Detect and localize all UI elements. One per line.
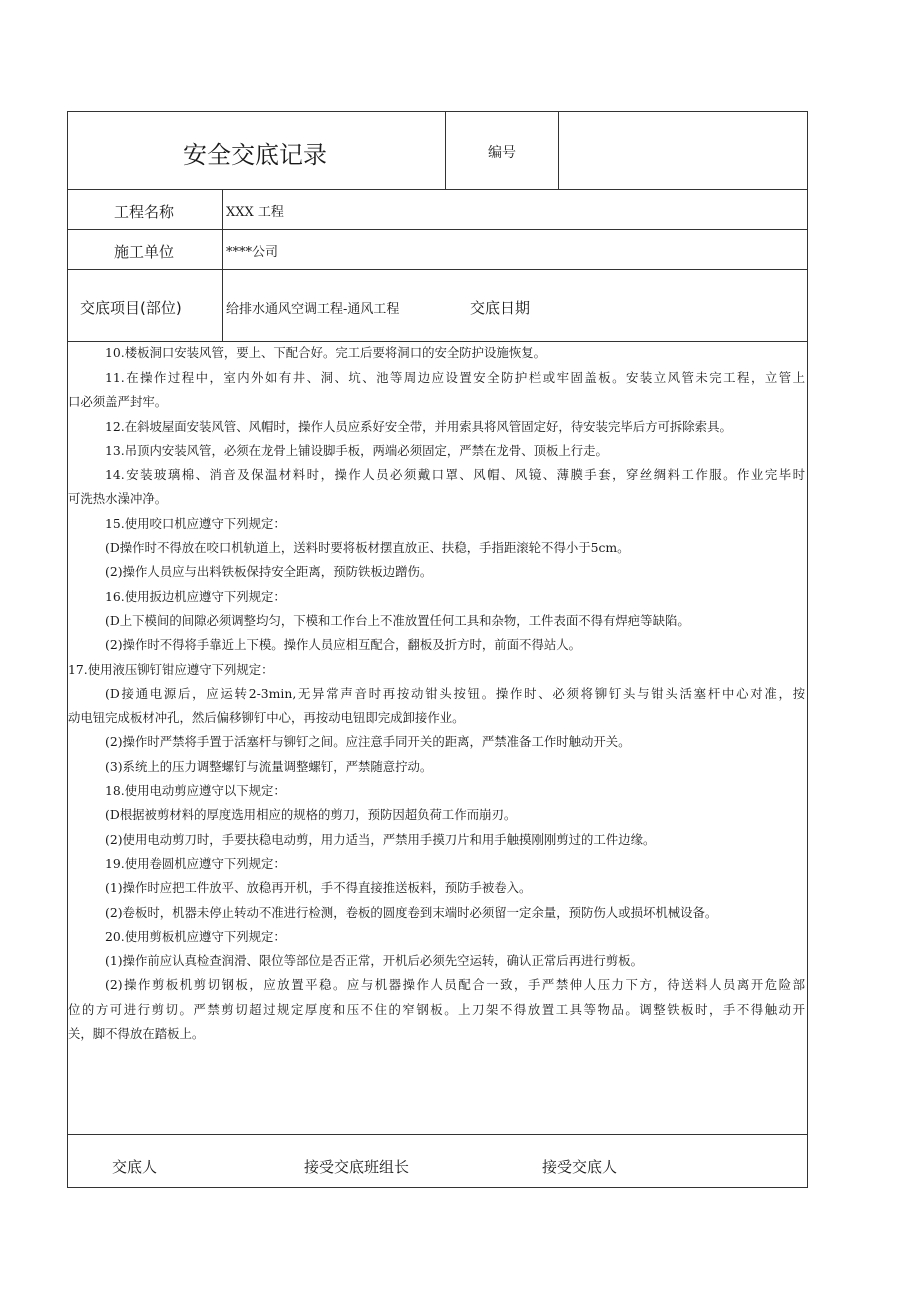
project-name-row [68,189,807,230]
content-line: (2)操作时不得将手靠近上下模。操作人员应相互配合，翻板及折方时，前面不得站人。 [105,637,582,652]
discloser-label: 交底人 [112,1158,158,1176]
content-line: 14.安装玻璃棉、消音及保温材料时，操作人员必须戴口罩、风帽、风镜、薄膜手套，穿丝绸料工作服。作业完毕时 [105,467,805,482]
content-line: (3)系统上的压力调整螺钉与流量调整螺钉，严禁随意拧动。 [105,759,433,774]
content-line: 10.楼板洞口安装风管，要上、下配合好。完工后要将洞口的安全防护设施恢复。 [105,345,546,360]
content-line: 19.使用卷圆机应遵守下列规定： [105,856,286,871]
content-line: 关，脚不得放在踏板上。 [68,1026,205,1041]
item-label: 交底项目(部位) [80,299,182,317]
contractor-label: 施工单位 [114,243,175,261]
content-line: 12.在斜坡屋面安装风管、风帽时，操作人员应系好安全带，并用索具将风管固定好，待安装完毕后方可拆除索具。 [105,419,732,434]
content-line: 口必须盖严封牢。 [68,394,168,409]
content-line: (1)操作前应认真检查润滑、限位等部位是否正常，开机后必须先空运转，确认正常后再进行剪板。 [105,953,643,968]
contractor-divider [222,229,223,269]
content-line: (2)操作时严禁将手置于活塞杆与铆钉之间。应注意手同开关的距离，严禁准备工作时触动开关。 [105,734,631,749]
disclosure-content [68,341,807,1135]
content-line: (2)卷板时，机器未停止转动不准进行检测，卷板的圆度卷到末端时必须留一定余量，预防伤人或损坏机械设备。 [105,905,718,920]
content-line: 11.在操作过程中，室内外如有井、洞、坑、池等周边应设置安全防护栏或牢固盖板。安装立风管未完工程，立管上 [105,370,805,385]
item-divider [222,269,223,341]
content-line: 13.吊顶内安装风管，必须在龙骨上铺设脚手板，两端必须固定，严禁在龙骨、顶板上行走。 [105,443,608,458]
content-line: 可洗热水澡冲净。 [68,491,168,506]
number-label: 编号 [488,145,516,161]
content-line: 18.使用电动剪应遵守以下规定： [105,783,286,798]
content-line: 15.使用咬口机应遵守下列规定： [105,516,286,531]
content-line: (2)使用电动剪刀时，手要扶稳电动剪，用力适当，严禁用手摸刀片和用手触摸刚刚剪过的工件边缘。 [105,832,656,847]
page-title: 安全交底记录 [183,141,327,169]
item-value[interactable]: 给排水通风空调工程-通风工程 [226,302,400,317]
content-line: 动电钮完成板材冲孔，然后偏移铆钉中心，再按动电钮即完成卸接作业。 [68,710,465,725]
safety-disclosure-form [67,111,808,1188]
project-name-value[interactable]: XXX 工程 [226,205,284,220]
project-name-divider [222,189,223,229]
content-line: (2)操作人员应与出料铁板保持安全距离，预防铁板边蹭伤。 [105,564,433,579]
content-line: (1)操作时应把工件放平、放稳再开机，手不得直接推送板料，预防手被卷入。 [105,880,532,895]
content-line: (D上下模间的间隙必须调整均匀，下模和工作台上不准放置任何工具和杂物，工件表面不得有焊疤等缺陷。 [105,613,690,628]
title-divider [445,112,446,189]
content-line: (D操作时不得放在咬口机轨道上，送料时要将板材摆直放正、扶稳，手指距滚轮不得小于5cm。 [105,540,630,555]
item-row [68,269,807,342]
receiver-label: 接受交底人 [542,1158,618,1176]
date-label: 交底日期 [470,299,531,317]
content-line: (D根据被剪材料的厚度选用相应的规格的剪刀，预防因超负荷工作而崩刃。 [105,807,517,822]
content-line: 位的方可进行剪切。严禁剪切超过规定厚度和压不住的窄钢板。上刀架不得放置工具等物品。调整铁板时，手不得触动开 [68,1002,805,1017]
content-line: (2)操作剪板机剪切钢板，应放置平稳。应与机器操作人员配合一致，手严禁伸人压力下方，待送料人员离开危险部 [105,977,805,992]
title-row [68,112,807,190]
contractor-row [68,229,807,270]
contractor-value[interactable]: ****公司 [226,245,279,260]
content-line: (D接通电源后，应运转2-3min,无异常声音时再按动钳头按钮。操作时、必须将铆钉头与钳头活塞杆中心对准，按 [105,686,805,701]
content-line: 16.使用扳边机应遵守下列规定： [105,589,286,604]
content-line: 20.使用剪板机应遵守下列规定： [105,929,286,944]
content-line: 17.使用液压铆钉钳应遵守下列规定： [68,662,274,677]
project-name-label: 工程名称 [114,203,175,221]
team-leader-label: 接受交底班组长 [304,1158,410,1176]
number-divider [558,112,559,189]
